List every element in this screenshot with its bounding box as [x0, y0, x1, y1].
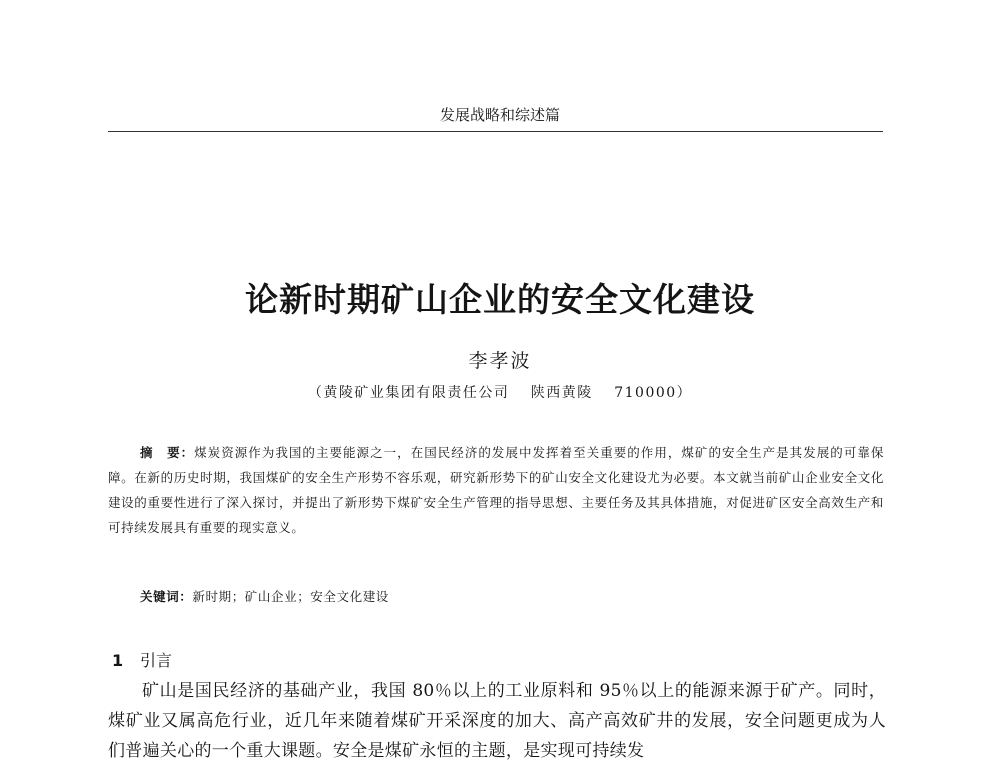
author-affiliation [0, 382, 1000, 402]
affiliation-text: （黄陵矿业集团有限责任公司 陕西黄陵 710000） [307, 385, 693, 401]
abstract-text: 煤炭资源作为我国的主要能源之一，在国民经济的发展中发挥着至关重要的作用，煤矿的安全生产是其发展的可靠保障。在新的历史时期，我国煤矿的安全生产形势不容乐观，研究新形势下的矿山安全文化建设尤为必要。本文就当前矿山企业安全文化建设的重要性进行了深入探讨，并提出了新形势下煤矿安全生产管理的指导思想、主要任务及其具体措施，对促进矿区安全高效生产和可持续发展具有重要的现实意义。 [108, 445, 884, 535]
running-header: 发展战略和综述篇 [439, 106, 560, 124]
header-rule [108, 131, 883, 132]
abstract-label: 摘 要： [140, 445, 195, 460]
keywords-text: 新时期；矿山企业；安全文化建设 [192, 589, 389, 604]
section-heading [112, 648, 172, 671]
section-number: 1 [112, 651, 124, 670]
section-title: 引言 [140, 651, 173, 670]
abstract [108, 440, 884, 540]
article-title: 论新时期矿山企业的安全文化建设 [245, 280, 755, 319]
body-paragraph: 矿山是国民经济的基础产业，我国 80％以上的工业原料和 95％以上的能源来源于矿产。同时，煤矿业又属高危行业，近几年来随着煤矿开采深度的加大、高产高效矿井的发展，安全问题更成为人们普遍关心的一个重大课题。安全是煤矿永恒的主题，是实现可持续发 [108, 681, 886, 761]
keywords [140, 587, 884, 605]
author-name: 李孝波 [468, 350, 532, 372]
keywords-label: 关键词： [140, 589, 193, 604]
